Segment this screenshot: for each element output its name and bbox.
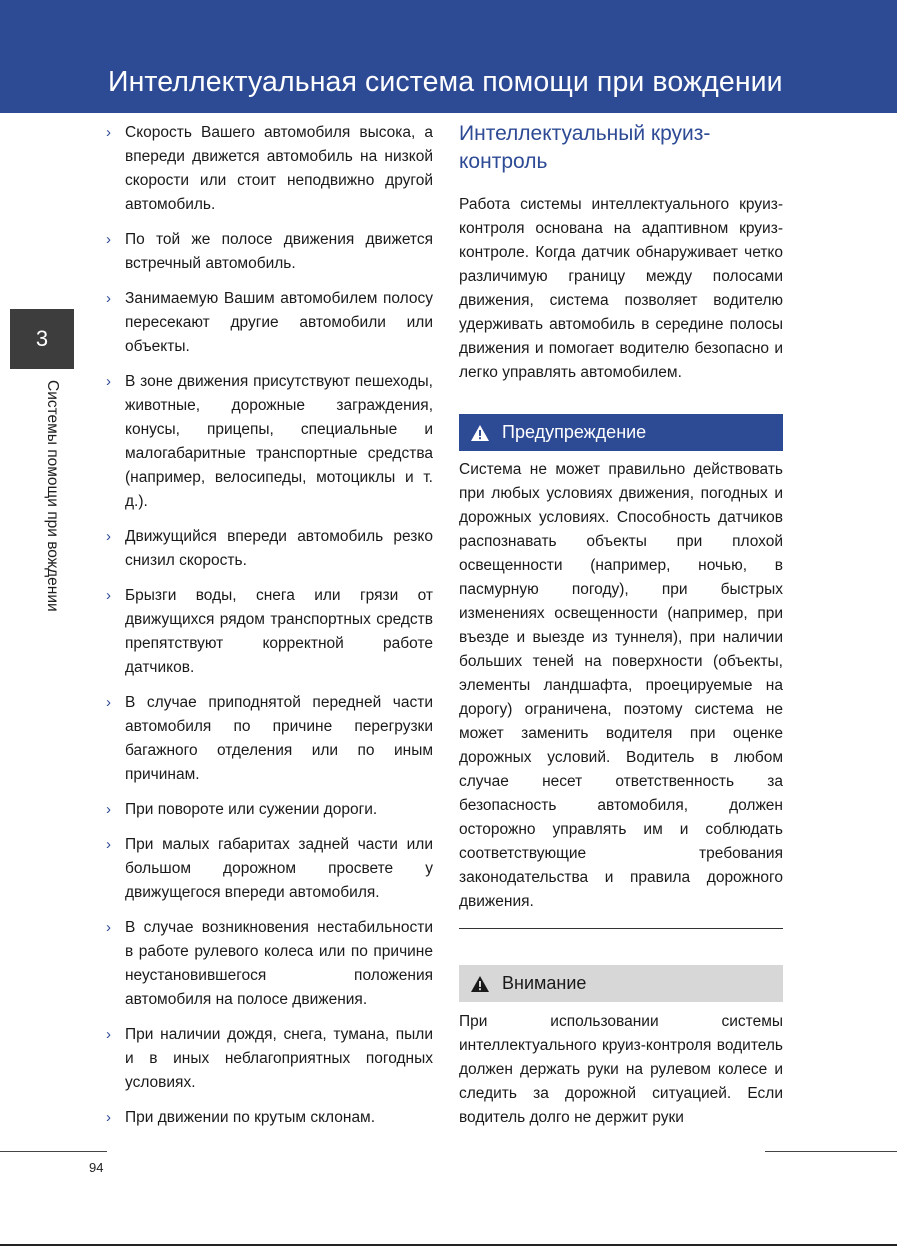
chevron-right-icon: › bbox=[106, 587, 111, 604]
chevron-right-icon: › bbox=[106, 1109, 111, 1126]
list-item bbox=[106, 916, 433, 1012]
chapter-number-tab: 3 bbox=[10, 309, 74, 369]
list-item-text: Брызги воды, снега или грязи от движущихся рядом транспортных средств препятствуют корректной работе датчиков. bbox=[125, 587, 433, 676]
list-item-text: Занимаемую Вашим автомобилем полосу пересекают другие автомобили или объекты. bbox=[125, 290, 433, 355]
page-bottom-rule bbox=[0, 1244, 897, 1246]
list-item-text: При повороте или сужении дороги. bbox=[125, 801, 378, 818]
chevron-right-icon: › bbox=[106, 836, 111, 853]
cruise-control-section bbox=[459, 120, 783, 1130]
section-title: Интеллектуальный круиз-контроль bbox=[459, 122, 711, 173]
list-item-text: Скорость Вашего автомобиля высока, а впереди движется автомобиль на низкой скорости или стоит неподвижно другой автомобиль. bbox=[125, 124, 433, 213]
list-item bbox=[106, 287, 433, 359]
chapter-side-label-text: Системы помощи при вождении bbox=[44, 380, 61, 612]
conditions-list bbox=[106, 121, 433, 1141]
warning-banner bbox=[459, 414, 783, 451]
chevron-right-icon: › bbox=[106, 694, 111, 711]
caution-triangle-icon bbox=[470, 975, 490, 993]
caution-label: Внимание bbox=[502, 973, 587, 993]
list-item bbox=[106, 370, 433, 514]
list-item-text: По той же полосе движения движется встречный автомобиль. bbox=[125, 231, 433, 272]
list-item-text: При движении по крутым склонам. bbox=[125, 1109, 376, 1126]
section-intro: Работа системы интеллектуального круиз-контроля основана на адаптивном круиз-контроле. Когда датчик обнаруживает четко различимую границу между полосами движения, система позволяет водителю удерживать автомобиль в середине полосы движения и помогает водителю безопасно и легко управлять автомобилем. bbox=[459, 196, 783, 381]
section-divider bbox=[459, 928, 783, 929]
list-item-text: В зоне движения присутствуют пешеходы, животные, дорожные заграждения, конусы, прицепы, специальные и малогабаритные транспортные средства (например, велосипеды, мотоциклы и т. д.). bbox=[125, 373, 433, 510]
footer-rule-left bbox=[0, 1151, 107, 1152]
list-item bbox=[106, 1023, 433, 1095]
page-header bbox=[0, 0, 897, 113]
warning-label: Предупреждение bbox=[502, 422, 647, 442]
caution-banner bbox=[459, 965, 783, 1002]
list-item-text: В случае возникновения нестабильности в работе рулевого колеса или по причине неустановившегося положения автомобиля на полосе движения. bbox=[125, 919, 433, 1008]
list-item bbox=[106, 121, 433, 217]
chevron-right-icon: › bbox=[106, 528, 111, 545]
chapter-side-label bbox=[43, 380, 61, 612]
warning-triangle-icon bbox=[470, 424, 490, 442]
list-item bbox=[106, 833, 433, 905]
chevron-right-icon: › bbox=[106, 231, 111, 248]
list-item bbox=[106, 691, 433, 787]
page-number: 94 bbox=[89, 1160, 104, 1175]
chevron-right-icon: › bbox=[106, 124, 111, 141]
chevron-right-icon: › bbox=[106, 1026, 111, 1043]
list-item bbox=[106, 798, 433, 822]
list-item-text: При малых габаритах задней части или большом дорожном просвете у движущегося впереди автомобиля. bbox=[125, 836, 433, 901]
chevron-right-icon: › bbox=[106, 919, 111, 936]
list-item bbox=[106, 525, 433, 573]
list-item-text: При наличии дождя, снега, тумана, пыли и в иных неблагоприятных погодных условиях. bbox=[125, 1026, 433, 1091]
chevron-right-icon: › bbox=[106, 373, 111, 390]
list-item bbox=[106, 228, 433, 276]
list-item-text: В случае приподнятой передней части автомобиля по причине перегрузки багажного отделения или по иным причинам. bbox=[125, 694, 433, 783]
list-item bbox=[106, 1106, 433, 1130]
list-item-text: Движущийся впереди автомобиль резко снизил скорость. bbox=[125, 528, 433, 569]
footer-rule-right bbox=[765, 1151, 897, 1152]
page-header-title: Интеллектуальная система помощи при вождении bbox=[108, 66, 783, 98]
list-item bbox=[106, 584, 433, 680]
warning-text: Система не может правильно действовать при любых условиях движения, погодных и дорожных условиях. Способность датчиков распознавать объекты при плохой освещенности (например, ночью, в пасмурную погоду), при быстрых изменениях освещенности (например, при въезде и выезде из туннеля), при наличии больших теней на поверхности (объекты, элементы ландшафта, проецируемые на дорогу) ограничена, поэтому система не может заменить водителя при оценке дорожных условий. Водитель в любом случае несет ответственность за безопасность автомобиля, должен осторожно управлять им и соблюдать соответствующие требования законодательства и правила дорожного движения. bbox=[459, 461, 783, 910]
chevron-right-icon: › bbox=[106, 801, 111, 818]
chevron-right-icon: › bbox=[106, 290, 111, 307]
caution-text: При использовании системы интеллектуального круиз-контроля водитель должен держать руки на рулевом колесе и следить за дорожной ситуацией. Если водитель долго не держит руки bbox=[459, 1013, 783, 1126]
